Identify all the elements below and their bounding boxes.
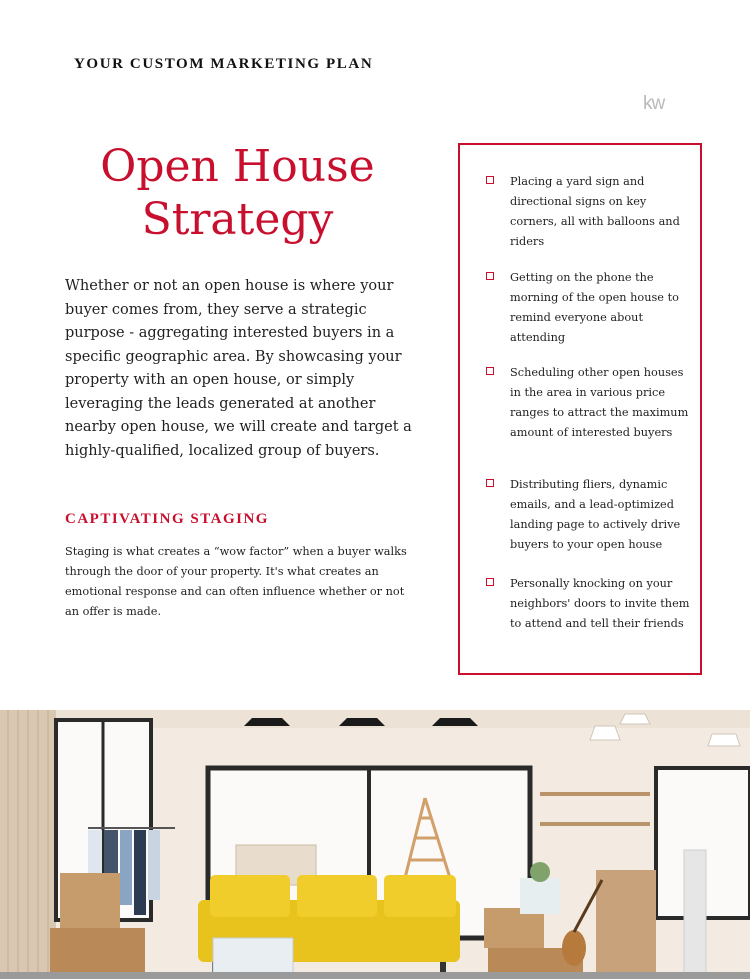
strategy-checklist-box <box>458 143 702 675</box>
section-body: Staging is what creates a “wow factor” when a buyer walks through the door of your property. It's what creates an emotional response and can often influence whether or not an offer is made. <box>65 545 407 618</box>
page-header-title: YOUR CUSTOM MARKETING PLAN <box>74 56 374 72</box>
section-heading: CAPTIVATING STAGING <box>65 511 269 527</box>
checklist-item <box>486 268 686 348</box>
intro-paragraph: Whether or not an open house is where your buyer comes from, they serve a strategic purpose - aggregating interested buyers in a specific geographic area. By showcasing your property with an open house, or simply leveraging the leads generated at another nearby open house, we will create and target a highly-qualified, localized group of buyers. <box>65 278 412 459</box>
checklist-item <box>486 475 686 555</box>
checklist-item <box>486 172 686 252</box>
page-title <box>60 140 415 246</box>
checklist-item-text: Scheduling other open houses in the area in various price ranges to attract the maximum amount of interested buyers <box>510 366 689 439</box>
checklist-item <box>486 363 689 443</box>
staged-living-room-photo <box>0 710 750 979</box>
page-title-line-2: Strategy <box>141 194 334 245</box>
checkbox-icon <box>486 367 494 375</box>
checkbox-icon <box>486 272 494 280</box>
checklist-item-text: Distributing fliers, dynamic emails, and a lead-optimized landing page to actively drive buyers to your open house <box>510 478 681 551</box>
checklist-item-text: Getting on the phone the morning of the open house to remind everyone about attending <box>510 271 679 344</box>
page-title-line-1: Open House <box>100 141 375 192</box>
kw-logo: kw <box>643 93 665 114</box>
checklist-item-text: Personally knocking on your neighbors' doors to invite them to attend and tell their friends <box>510 577 690 630</box>
checkbox-icon <box>486 176 494 184</box>
checklist-item-text: Placing a yard sign and directional signs on key corners, all with balloons and riders <box>510 175 680 248</box>
checkbox-icon <box>486 479 494 487</box>
checkbox-icon <box>486 578 494 586</box>
checklist-item <box>486 574 690 634</box>
